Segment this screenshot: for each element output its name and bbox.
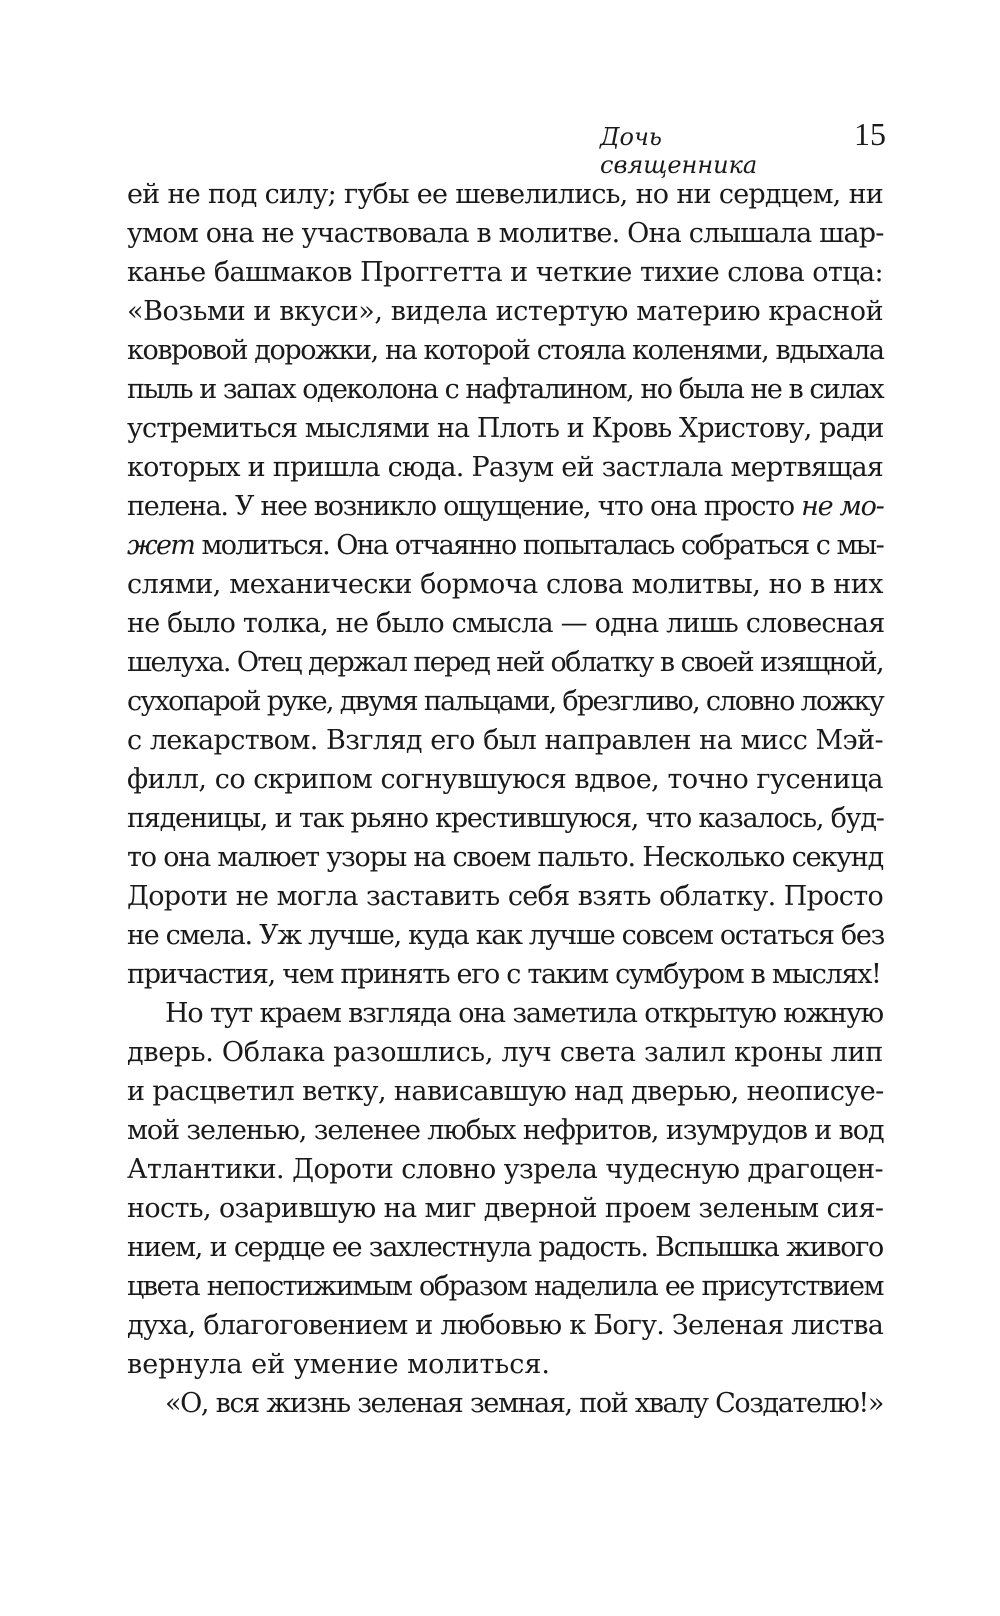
text-line: вернула ей умение молиться. — [127, 1349, 550, 1380]
text-line-with-italic — [127, 526, 883, 565]
text-line: с лекарством. Взгляд его был направлен на мисс Мэй- — [127, 725, 883, 756]
text-line: и расцветил ветку, нависавшую над дверью, неописуе- — [127, 1076, 884, 1107]
text-run: молиться. Она отчаянно попыталась собраться с мы- — [194, 530, 883, 561]
text-run: пелена. У нее возникло ощущение, что она просто — [127, 491, 802, 522]
text-line: канье башмаков Проггетта и четкие тихие слова отца: — [127, 257, 883, 288]
text-line: сухопарой руке, двумя пальцами, брезгливо, словно ложку — [127, 686, 884, 717]
text-line: духа, благоговением и любовью к Богу. Зеленая листва — [127, 1310, 883, 1341]
text-line: устремиться мыслями на Плоть и Кровь Христову, ради — [127, 413, 884, 444]
text-line: «О, вся жизнь зеленая земная, пой хвалу Создателю!» — [165, 1388, 883, 1419]
text-line: ковровой дорожки, на которой стояла коленями, вдыхала — [127, 335, 884, 366]
body-text — [127, 175, 883, 1423]
text-line: мой зеленью, зеленее любых нефритов, изумрудов и вод — [127, 1115, 884, 1146]
text-line: слями, механически бормоча слова молитвы, но в них — [127, 569, 883, 600]
text-line: не было толка, не было смысла — одна лишь словесная — [127, 608, 885, 639]
text-line: ей не под силу; губы ее шевелились, но ни сердцем, ни — [127, 179, 883, 210]
paragraph-3 — [127, 1384, 883, 1423]
text-line: которых и пришла сюда. Разум ей застлала мертвящая — [127, 452, 883, 483]
italic-emphasis: жет — [127, 530, 195, 561]
paragraph-1 — [127, 175, 883, 994]
text-line: ность, озарившую на миг дверной проем зеленым сия- — [127, 1193, 884, 1224]
text-line: «Возьми и вкуси», видела истертую материю красной — [127, 296, 884, 327]
text-line: дверь. Облака разошлись, луч света залил кроны лип — [127, 1037, 883, 1068]
text-line: пяденицы, и так рьяно крестившуюся, что казалось, буд- — [127, 803, 884, 834]
italic-emphasis: не мо- — [801, 491, 884, 522]
running-header — [600, 116, 886, 179]
text-line: нием, и сердце ее захлестнула радость. Вспышка живого — [127, 1232, 883, 1263]
text-line: то она малюет узоры на своем пальто. Несколько секунд — [127, 842, 883, 873]
text-line: Атлантики. Дороти словно узрела чудесную драгоцен- — [127, 1154, 883, 1185]
text-line: Но тут краем взгляда она заметила открытую южную — [165, 998, 883, 1029]
page-number: 15 — [854, 116, 886, 152]
text-line: цвета непостижимым образом наделила ее присутствием — [127, 1271, 883, 1302]
text-line: не смела. Уж лучше, куда как лучше совсем остаться без — [127, 920, 884, 951]
text-line: причастия, чем принять его с таким сумбуром в мыслях! — [127, 959, 881, 990]
running-title: Дочь священника — [600, 123, 758, 179]
text-line: филл, со скрипом согнувшуюся вдвое, точно гусеница — [127, 764, 883, 795]
text-line: шелуха. Отец держал перед ней облатку в своей изящной, — [127, 647, 883, 678]
text-line: Дороти не могла заставить себя взять облатку. Просто — [127, 881, 883, 912]
text-line-with-italic — [127, 487, 883, 526]
text-line: умом она не участвовала в молитве. Она слышала шар- — [127, 218, 884, 249]
paragraph-2 — [127, 994, 883, 1384]
text-line: пыль и запах одеколона с нафталином, но была не в силах — [127, 374, 883, 405]
